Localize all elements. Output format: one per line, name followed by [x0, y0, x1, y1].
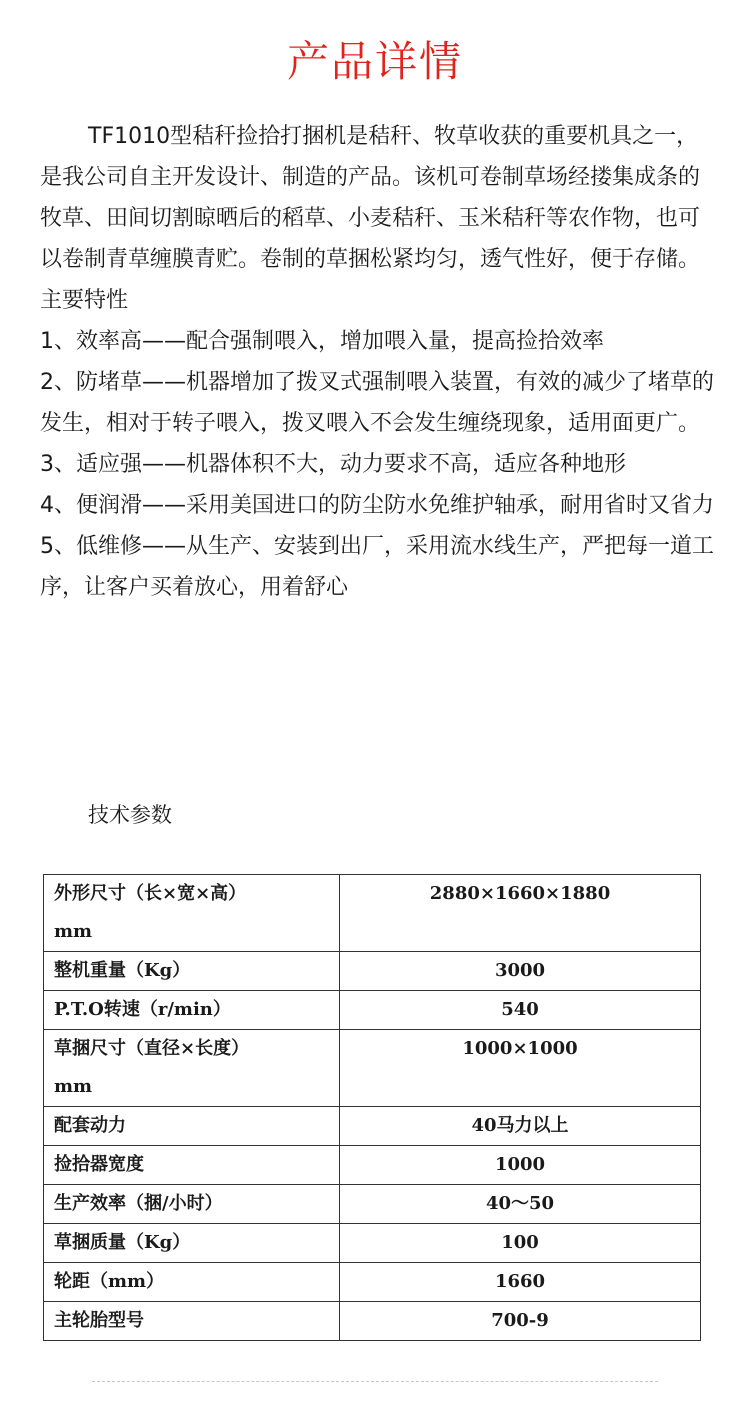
- table-row: [44, 1185, 701, 1224]
- spec-value: 3000: [340, 952, 701, 991]
- feature-item: 1、效率高——配合强制喂入，增加喂入量，提高捡拾效率: [40, 329, 604, 354]
- spec-value: 540: [340, 991, 701, 1030]
- spec-heading: 技术参数: [88, 803, 172, 827]
- spec-value: 1000×1000: [340, 1030, 701, 1107]
- table-row: [44, 1107, 701, 1146]
- spec-value: 100: [340, 1224, 701, 1263]
- bottom-divider: [92, 1381, 658, 1382]
- product-description: [40, 116, 715, 608]
- features-heading: 主要特性: [40, 288, 129, 313]
- spec-label: 捡拾器宽度: [44, 1146, 340, 1185]
- spec-label-unit: mm: [54, 921, 93, 942]
- feature-item: 3、适应强——机器体积不大，动力要求不高，适应各种地形: [40, 452, 626, 477]
- spec-label: 生产效率（捆/小时）: [44, 1185, 340, 1224]
- spec-value: 40马力以上: [340, 1107, 701, 1146]
- table-row: [44, 1224, 701, 1263]
- table-row: [44, 1302, 701, 1341]
- spec-value: 40～50: [340, 1185, 701, 1224]
- spec-label: 主轮胎型号: [44, 1302, 340, 1341]
- spec-table: [43, 874, 701, 1341]
- table-row: [44, 875, 701, 952]
- intro-paragraph: TF1010型秸秆捡拾打捆机是秸秆、牧草收获的重要机具之一，是我公司自主开发设计、制造的产品。该机可卷制草场经搂集成条的牧草、田间切割晾晒后的稻草、小麦秸秆、玉米秸秆等农作物，也可以卷制青草缠膜青贮。卷制的草捆松紧均匀，透气性好，便于存储。: [40, 124, 701, 272]
- spec-label: [44, 1030, 340, 1107]
- spec-value: 1000: [340, 1146, 701, 1185]
- table-row: [44, 1030, 701, 1107]
- feature-item: 2、防堵草——机器增加了拨叉式强制喂入装置，有效的减少了堵草的发生，相对于转子喂入，拨叉喂入不会发生缠绕现象，适用面更广。: [40, 370, 714, 436]
- spec-value: 700-9: [340, 1302, 701, 1341]
- spec-label-text: 草捆尺寸（直径×长度）: [54, 1038, 250, 1059]
- spec-label: 草捆质量（Kg）: [44, 1224, 340, 1263]
- spec-label-text: 外形尺寸（长×宽×高）: [54, 883, 247, 904]
- table-row: [44, 991, 701, 1030]
- feature-item: 5、低维修——从生产、安装到出厂，采用流水线生产，严把每一道工序，让客户买着放心，用着舒心: [40, 534, 714, 600]
- spec-value: 2880×1660×1880: [340, 875, 701, 952]
- table-row: [44, 1146, 701, 1185]
- spec-label: 整机重量（Kg）: [44, 952, 340, 991]
- spec-label: P.T.O转速（r/min）: [44, 991, 340, 1030]
- spec-label: 配套动力: [44, 1107, 340, 1146]
- spec-label-unit: mm: [54, 1076, 93, 1097]
- page-title: 产品详情: [286, 37, 463, 86]
- feature-item: 4、便润滑——采用美国进口的防尘防水免维护轴承，耐用省时又省力: [40, 493, 714, 518]
- spec-label: 轮距（mm）: [44, 1263, 340, 1302]
- spec-label: [44, 875, 340, 952]
- table-row: [44, 952, 701, 991]
- table-row: [44, 1263, 701, 1302]
- spec-value: 1660: [340, 1263, 701, 1302]
